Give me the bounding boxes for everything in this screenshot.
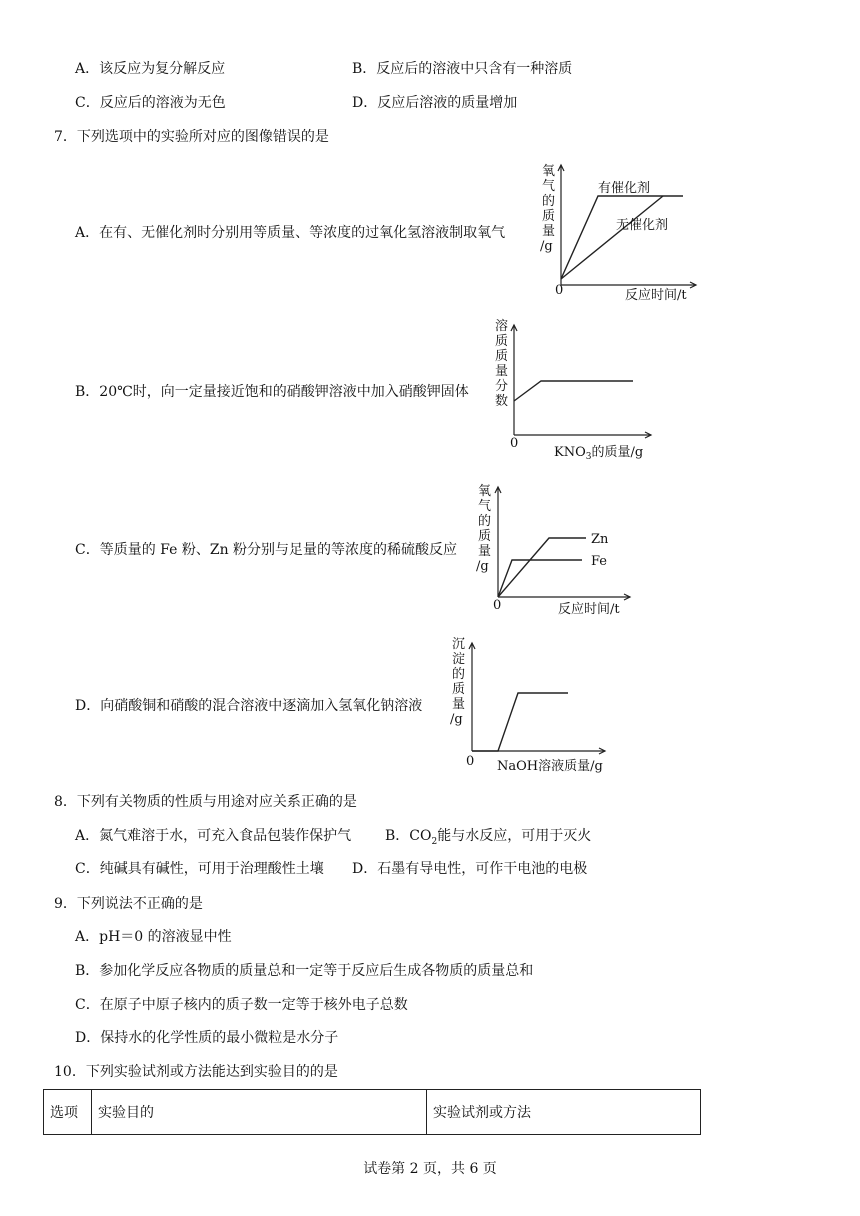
chart-a-line-without-catalyst <box>561 196 663 279</box>
chart-b-origin: 0 <box>510 436 519 451</box>
chart-d-ylabel-2: 淀 <box>452 652 466 667</box>
q8-option-a: A．氮气难溶于水，可充入食品包装作保护气 <box>75 828 352 844</box>
chart-a-xlabel: 反应时间/t <box>625 288 687 303</box>
q8-option-d: D．石墨有导电性，可作干电池的电极 <box>352 861 588 877</box>
q7-option-a: A．在有、无催化剂时分别用等质量、等浓度的过氧化氢溶液制取氧气 <box>75 225 506 241</box>
chart-d-line <box>472 693 568 751</box>
chart-c-origin: 0 <box>493 598 502 613</box>
chart-a-ylabel-1: 氧 <box>542 164 556 179</box>
q9-option-c: C．在原子中原子核内的质子数一定等于核外电子总数 <box>75 997 408 1013</box>
q9-option-d: D．保持水的化学性质的最小微粒是水分子 <box>75 1030 339 1046</box>
chart-d-ylabel-5: 量 <box>452 697 466 712</box>
chart-b-xlabel-rest: 的质量/g <box>591 445 644 460</box>
q6-option-c: C．反应后的溶液为无色 <box>75 95 226 111</box>
chart-d-ylabel-4: 质 <box>452 682 466 697</box>
q7-option-c: C．等质量的 Fe 粉、Zn 粉分别与足量的等浓度的稀硫酸反应 <box>75 542 458 558</box>
chart-a-ylabel-2: 气 <box>542 179 556 194</box>
chart-b-xlabel <box>554 445 643 462</box>
chart-d-ylabel-6: /g <box>450 712 463 727</box>
q9-option-a: A．pH＝0 的溶液显中性 <box>75 929 232 945</box>
chart-a-ylabel-3: 的 <box>542 194 556 209</box>
chart-c-ylabel-1: 氧 <box>478 484 492 499</box>
chart-c-series-1-label: Zn <box>591 532 609 547</box>
chart-a <box>530 155 710 305</box>
q8-option-c: C．纯碱具有碱性，可用于治理酸性土壤 <box>75 861 324 877</box>
chart-c-line-zn <box>498 538 586 597</box>
chart-c-ylabel-3: 的 <box>478 514 492 529</box>
table-header-cell: 实验目的 <box>92 1090 427 1135</box>
chart-c-series-2-label: Fe <box>591 554 608 569</box>
chart-a-ylabel-6: /g <box>540 239 553 254</box>
chart-b-ylabel-2: 质 <box>495 334 509 349</box>
chart-b-axes <box>514 325 651 435</box>
chart-b-ylabel-3: 质 <box>495 349 509 364</box>
chart-b-ylabel-4: 量 <box>495 364 509 379</box>
q9-option-b: B．参加化学反应各物质的质量总和一定等于反应后生成各物质的质量总和 <box>75 963 534 979</box>
q7-option-d: D．向硝酸铜和硝酸的混合溶液中逐滴加入氢氧化钠溶液 <box>75 698 423 714</box>
q8-option-b <box>385 827 591 851</box>
chart-c-axes <box>498 487 630 597</box>
chart-a-ylabel-5: 量 <box>542 224 556 239</box>
chart-c-xlabel: 反应时间/t <box>558 602 620 617</box>
q8-option-b-post: 能与水反应，可用于灭火 <box>437 828 592 844</box>
chart-b-ylabel-1: 溶 <box>495 319 509 334</box>
chart-a-series-2-label: 无催化剂 <box>616 218 669 233</box>
chart-d-origin: 0 <box>466 754 475 769</box>
q6-option-a: A．该反应为复分解反应 <box>75 61 226 77</box>
q6-option-d: D．反应后溶液的质量增加 <box>352 95 518 111</box>
chart-d-xlabel: NaOH溶液质量/g <box>497 759 603 774</box>
chart-b-xlabel-main: KNO <box>554 445 586 460</box>
chart-d-ylabel-1: 沉 <box>452 637 466 652</box>
chart-a-series-1-label: 有催化剂 <box>598 181 651 196</box>
chart-b-xlabel-sub: 3 <box>585 452 592 462</box>
chart-c-ylabel-6: /g <box>476 559 489 574</box>
chart-a-origin: 0 <box>555 283 564 298</box>
q8-option-b-pre: B．CO <box>385 828 432 844</box>
chart-b-ylabel-6: 数 <box>495 394 509 409</box>
q8-stem: 8．下列有关物质的性质与用途对应关系正确的是 <box>54 794 357 810</box>
chart-b <box>480 315 660 465</box>
chart-d <box>445 633 625 778</box>
chart-d-axes <box>472 643 605 751</box>
chart-c-ylabel-4: 质 <box>478 529 492 544</box>
q7-stem: 7．下列选项中的实验所对应的图像错误的是 <box>54 129 329 145</box>
chart-d-ylabel-3: 的 <box>452 667 466 682</box>
q9-stem: 9．下列说法不正确的是 <box>54 896 203 912</box>
chart-a-line-with-catalyst <box>561 196 683 279</box>
q6-option-b: B．反应后的溶液中只含有一种溶质 <box>352 61 573 77</box>
chart-c-ylabel-2: 气 <box>478 499 492 514</box>
chart-c-ylabel-5: 量 <box>478 544 492 559</box>
page-footer: 试卷第 2 页，共 6 页 <box>363 1161 497 1177</box>
q7-option-b: B．20℃时，向一定量接近饱和的硝酸钾溶液中加入硝酸钾固体 <box>75 384 469 400</box>
chart-a-ylabel-4: 质 <box>542 209 556 224</box>
table-header-cell: 实验试剂或方法 <box>427 1090 701 1135</box>
chart-b-ylabel-5: 分 <box>495 379 509 394</box>
chart-c-line-fe <box>498 560 582 597</box>
q8-option-b-sub: 2 <box>431 836 438 847</box>
chart-c <box>470 475 640 625</box>
chart-b-line <box>514 381 633 401</box>
q10-stem: 10．下列实验试剂或方法能达到实验目的的是 <box>54 1064 338 1080</box>
table-header-cell: 选项 <box>44 1090 92 1135</box>
q10-table <box>43 1089 701 1135</box>
table-header-row <box>44 1090 701 1135</box>
